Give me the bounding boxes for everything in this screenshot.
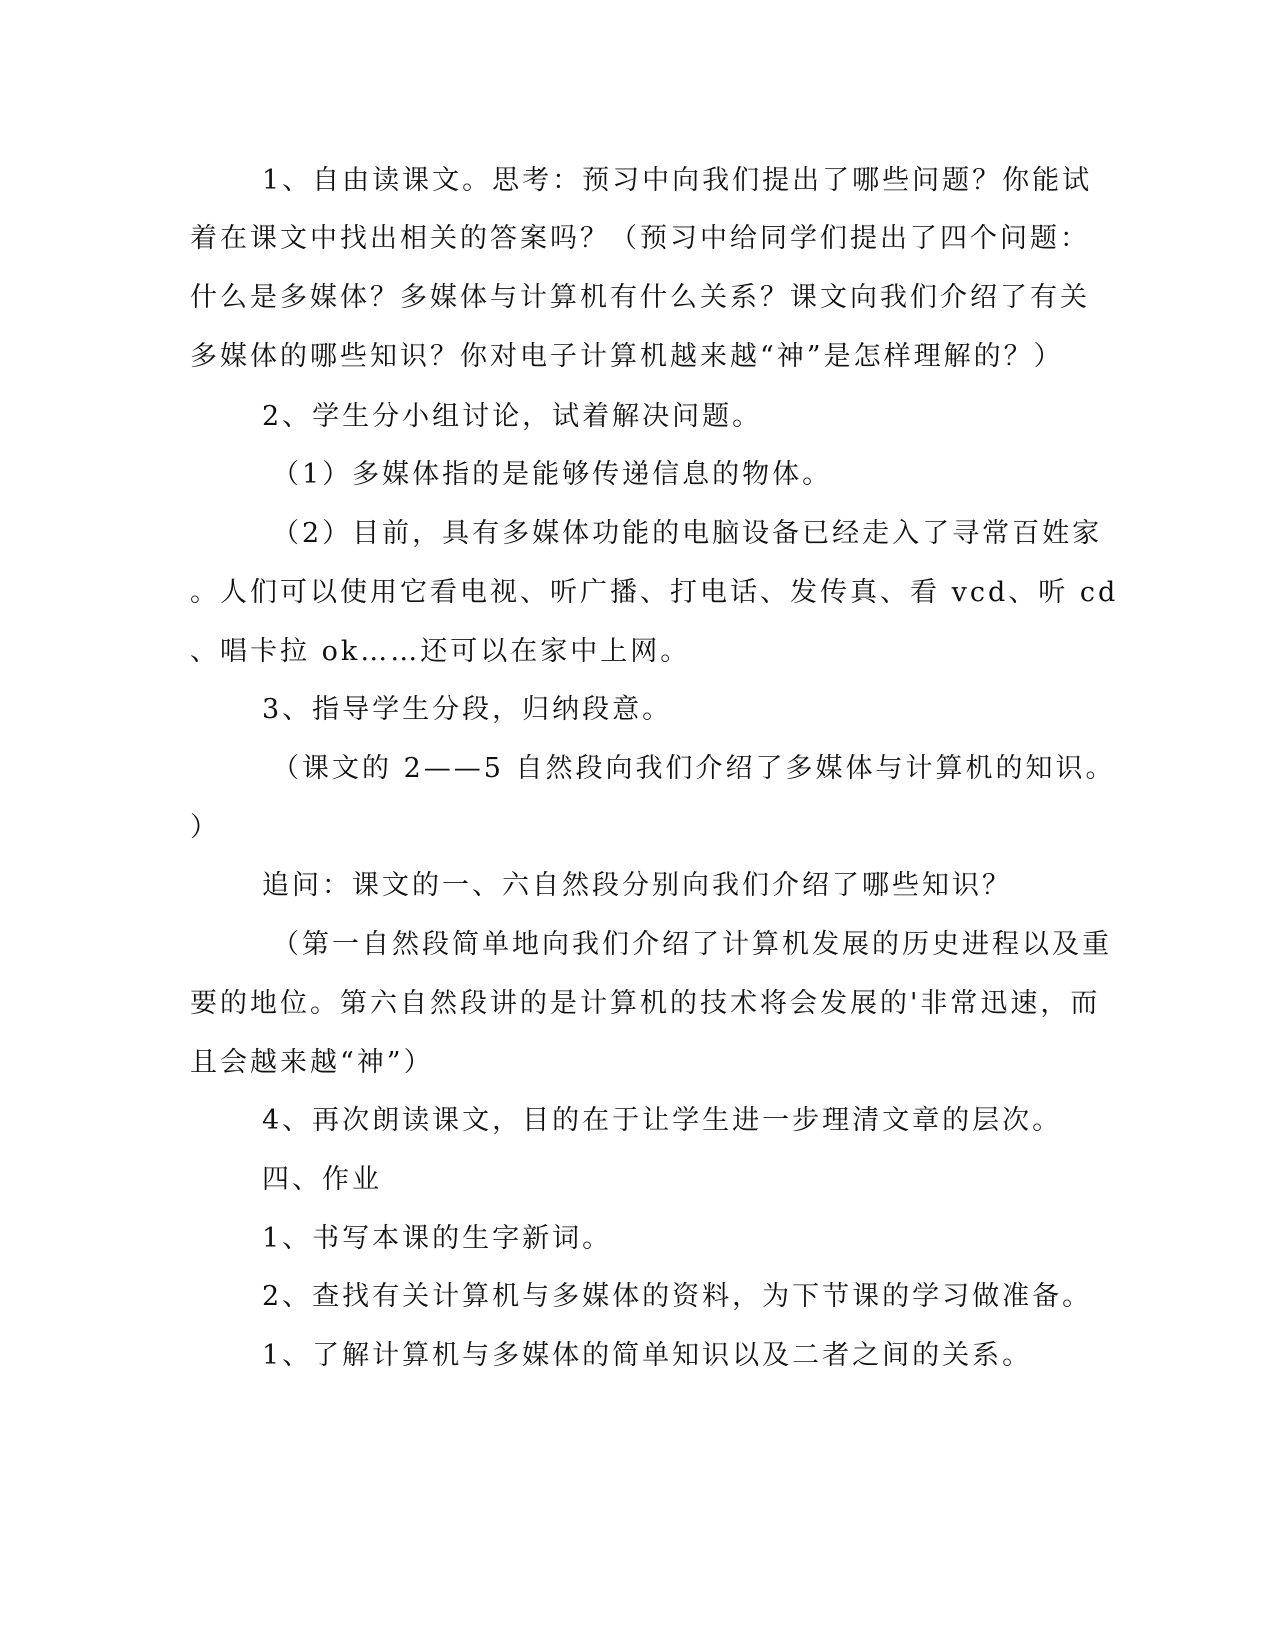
paragraph-line: 1、自由读课文。思考：预习中向我们提出了哪些问题？你能试 [262, 165, 1093, 196]
paragraph-line: 1、了解计算机与多媒体的简单知识以及二者之间的关系。 [262, 1340, 1033, 1371]
paragraph-line: 3、指导学生分段，归纳段意。 [262, 694, 673, 725]
paragraph-line: 追问：课文的一、六自然段分别向我们介绍了哪些知识？ [262, 870, 1012, 901]
paragraph-line: 2、查找有关计算机与多媒体的资料，为下节课的学习做准备。 [262, 1281, 1093, 1312]
paragraph-line: 。人们可以使用它看电视、听广播、打电话、发传真、看 vcd、听 cd [190, 577, 1119, 608]
section-heading: 四、作业 [262, 1164, 382, 1195]
paragraph-line: 着在课文中找出相关的答案吗？（预习中给同学们提出了四个问题： [190, 223, 1090, 254]
paragraph-line: 什么是多媒体？多媒体与计算机有什么关系？课文向我们介绍了有关 [190, 282, 1090, 313]
paragraph-line: 、唱卡拉 ok……还可以在家中上网。 [190, 636, 691, 667]
paragraph-line: （2）目前，具有多媒体功能的电脑设备已经走入了寻常百姓家 [272, 518, 1103, 549]
paragraph-line: 多媒体的哪些知识？你对电子计算机越来越“神”是怎样理解的？） [190, 341, 1064, 372]
paragraph-line: 2、学生分小组讨论，试着解决问题。 [262, 401, 763, 432]
paragraph-line: （第一自然段简单地向我们介绍了计算机发展的历史进程以及重 [272, 929, 1112, 960]
paragraph-line: 且会越来越“神”） [190, 1047, 434, 1078]
paragraph-line: 1、书写本课的生字新词。 [262, 1223, 613, 1254]
paragraph-line: 4、再次朗读课文，目的在于让学生进一步理清文章的层次。 [262, 1105, 1063, 1136]
paragraph-line: ） [190, 812, 220, 843]
paragraph-line: （1）多媒体指的是能够传递信息的物体。 [272, 459, 833, 490]
paragraph-line: （课文的 2——5 自然段向我们介绍了多媒体与计算机的知识。 [272, 753, 1116, 784]
paragraph-line: 要的地位。第六自然段讲的是计算机的技术将会发展的'非常迅速，而 [190, 988, 1101, 1019]
